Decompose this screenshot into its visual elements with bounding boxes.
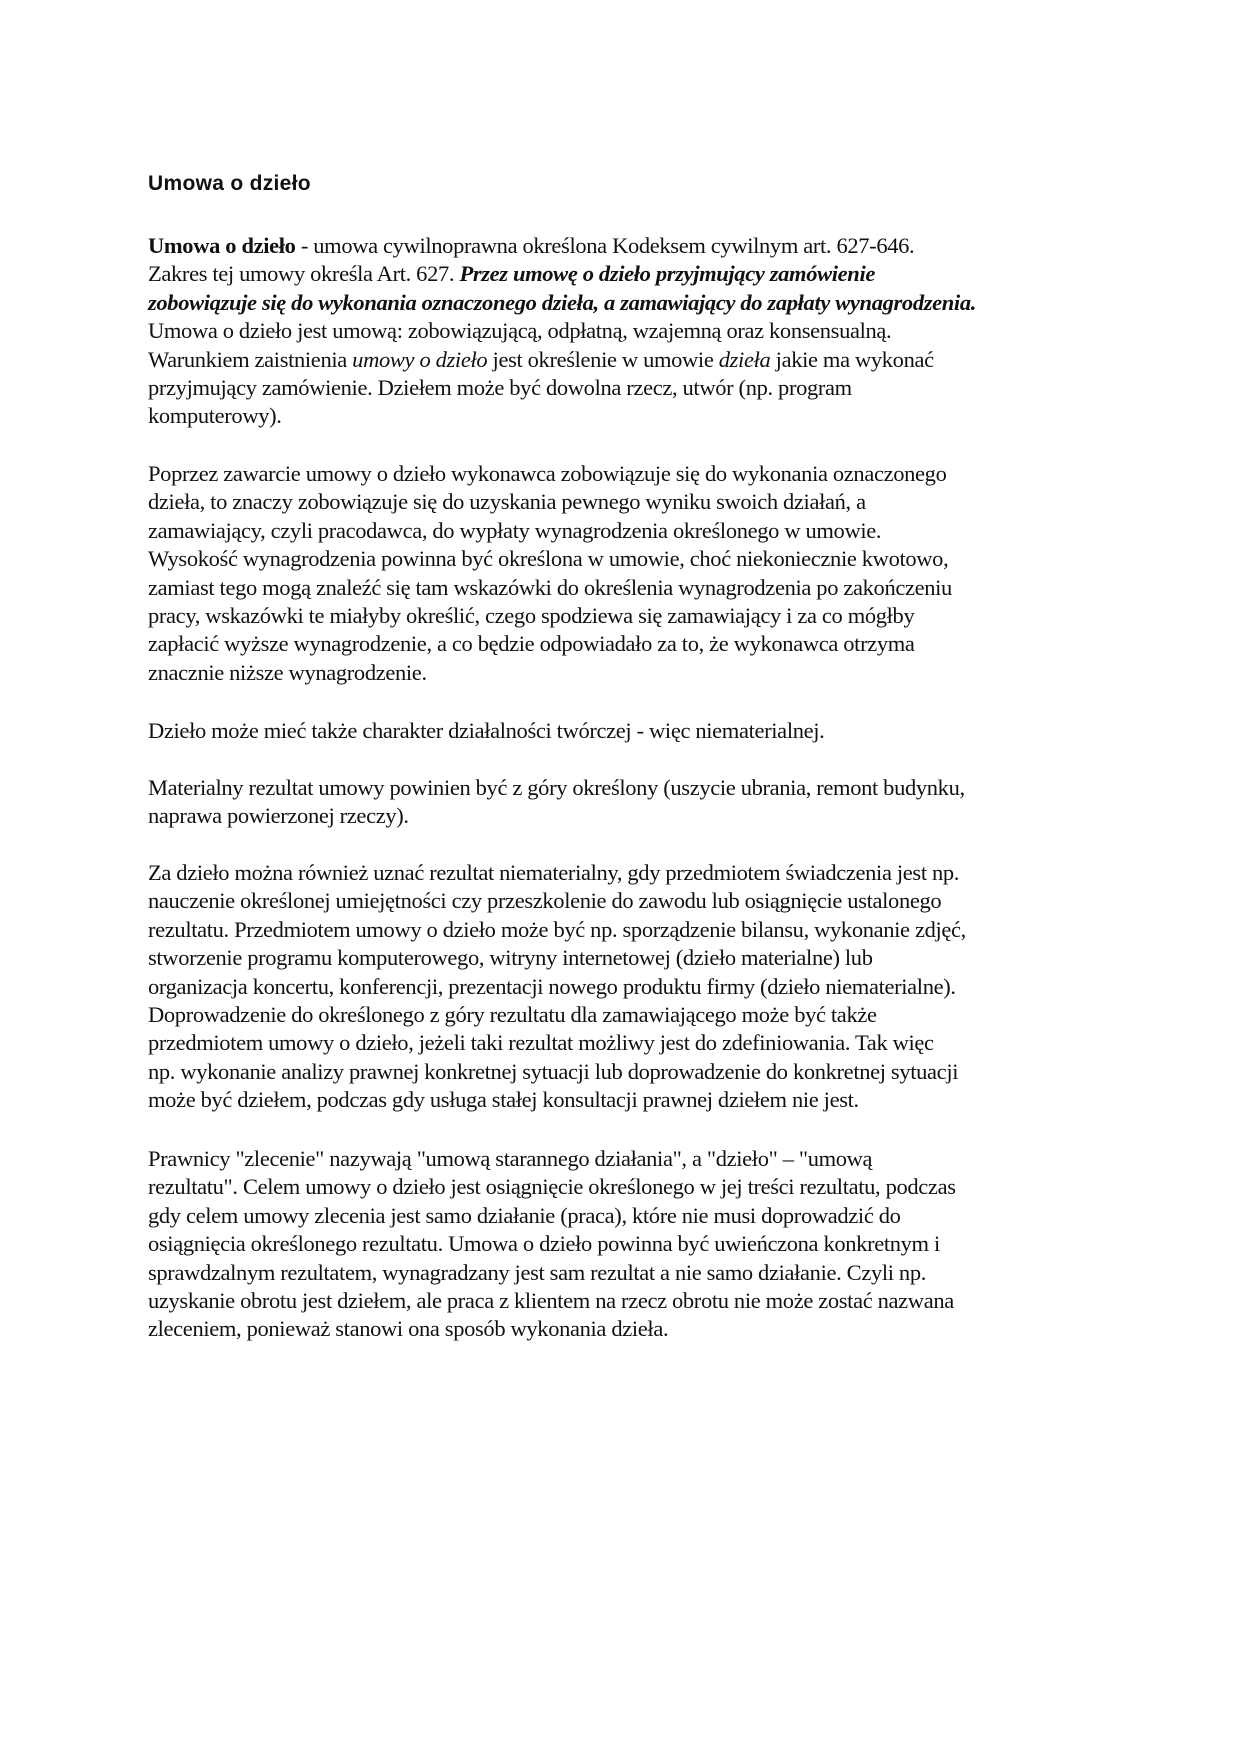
- text-line: znacznie niższe wynagrodzenie.: [148, 659, 427, 685]
- quote-italic: Przez umowę o dzieło przyjmujący zamówienie: [459, 261, 876, 287]
- line-text: - umowa cywilnoprawna określona Kodeksem cywilnym art. 627-646.: [295, 233, 915, 258]
- text-line: dzieła, to znaczy zobowiązuje się do uzyskania pewnego wyniku swoich działań, a: [148, 489, 866, 515]
- text-line: przyjmujący zamówienie. Dziełem może być dowolna rzecz, utwór (np. program: [148, 375, 852, 401]
- emphasis-italic: dzieła: [718, 346, 771, 372]
- text-line: Doprowadzenie do określonego z góry rezultatu dla zamawiającego może być także: [148, 1002, 877, 1028]
- document-title: Umowa o dzieło: [148, 172, 311, 195]
- text-line: Za dzieło można również uznać rezultat niematerialny, gdy przedmiotem świadczenia jest np.: [148, 860, 960, 885]
- term-bold: Umowa o dzieło: [148, 233, 296, 258]
- text-line: naprawa powierzonej rzeczy).: [148, 803, 409, 829]
- text-line: Poprzez zawarcie umowy o dzieło wykonawca zobowiązuje się do wykonania oznaczonego: [148, 461, 947, 486]
- text-line: np. wykonanie analizy prawnej konkretnej sytuacji lub doprowadzenie do konkretnej sytuacji: [148, 1058, 959, 1084]
- paragraph-immaterial: [148, 859, 1108, 1115]
- text-line: zamiast tego mogą znaleźć się tam wskazówki do określenia wynagrodzenia po zakończeniu: [148, 574, 952, 600]
- text-line: komputerowy).: [148, 403, 282, 429]
- text-line: stworzenie programu komputerowego, witryny internetowej (dzieło materialne) lub: [148, 945, 873, 971]
- text-line: organizacja koncertu, konferencji, prezentacji nowego produktu firmy (dzieło niematerialne).: [148, 973, 956, 999]
- text-line: może być dziełem, podczas gdy usługa stałej konsultacji prawnej dziełem nie jest.: [148, 1087, 859, 1113]
- text-line: rezultatu". Celem umowy o dzieło jest osiągnięcie określonego w jej treści rezultatu, podczas: [148, 1174, 956, 1200]
- text-line: Wysokość wynagrodzenia powinna być określona w umowie, choć niekoniecznie kwotowo,: [148, 546, 949, 572]
- text-line: [148, 260, 1108, 288]
- quote-italic: zobowiązuje się do wykonania oznaczonego dzieła, a zamawiający do zapłaty wynagrodzenia.: [148, 289, 977, 315]
- emphasis-italic: umowy o dzieło: [352, 346, 488, 372]
- text-line: zleceniem, ponieważ stanowi ona sposób wykonania dzieła.: [148, 1316, 669, 1342]
- text-line: [148, 289, 1108, 317]
- text-line: pracy, wskazówki te miałyby określić, czego spodziewa się zamawiający i za co mógłby: [148, 603, 915, 629]
- text-line: przedmiotem umowy o dzieło, jeżeli taki rezultat możliwy jest do zdefiniowania. Tak więc: [148, 1030, 934, 1056]
- paragraph-comparison: [148, 1145, 1108, 1344]
- text-line: nauczenie określonej umiejętności czy przeszkolenie do zawodu lub osiągnięcie ustalonego: [148, 888, 942, 914]
- paragraph-creative: [148, 717, 1108, 745]
- text-line: Dzieło może mieć także charakter działalności twórczej - więc niematerialnej.: [148, 718, 825, 743]
- line-text: jakie ma wykonać: [770, 346, 934, 372]
- line-text: Zakres tej umowy określa Art. 627.: [148, 261, 460, 287]
- paragraph-definition: [148, 232, 1108, 431]
- text-line: osiągnięcia określonego rezultatu. Umowa o dzieło powinna być uwieńczona konkretnym i: [148, 1231, 940, 1257]
- paragraph-material: [148, 774, 1108, 831]
- text-line: [148, 346, 1108, 374]
- text-line: uzyskanie obrotu jest dziełem, ale praca z klientem na rzecz obrotu nie może zostać nazwana: [148, 1288, 954, 1314]
- line-text: Warunkiem zaistnienia: [148, 346, 353, 372]
- text-line: zamawiający, czyli pracodawca, do wypłaty wynagrodzenia określonego w umowie.: [148, 517, 882, 543]
- text-line: Umowa o dzieło jest umową: zobowiązującą, odpłatną, wzajemną oraz konsensualną.: [148, 318, 892, 344]
- text-line: gdy celem umowy zlecenia jest samo działanie (praca), które nie musi doprowadzić do: [148, 1202, 901, 1228]
- paragraph-obligations: [148, 460, 1108, 687]
- text-line: sprawdzalnym rezultatem, wynagradzany jest sam rezultat a nie samo działanie. Czyli np.: [148, 1259, 927, 1285]
- text-line: [148, 232, 1108, 260]
- text-line: Materialny rezultat umowy powinien być z góry określony (uszycie ubrania, remont budynku,: [148, 775, 965, 800]
- text-line: zapłacić wyższe wynagrodzenie, a co będzie odpowiadało za to, że wykonawca otrzyma: [148, 631, 915, 657]
- text-line: rezultatu. Przedmiotem umowy o dzieło może być np. sporządzenie bilansu, wykonanie zdjęć,: [148, 916, 966, 942]
- line-text: jest określenie w umowie: [487, 346, 719, 372]
- text-line: Prawnicy "zlecenie" nazywają "umową starannego działania", a "dzieło" – "umową: [148, 1146, 873, 1171]
